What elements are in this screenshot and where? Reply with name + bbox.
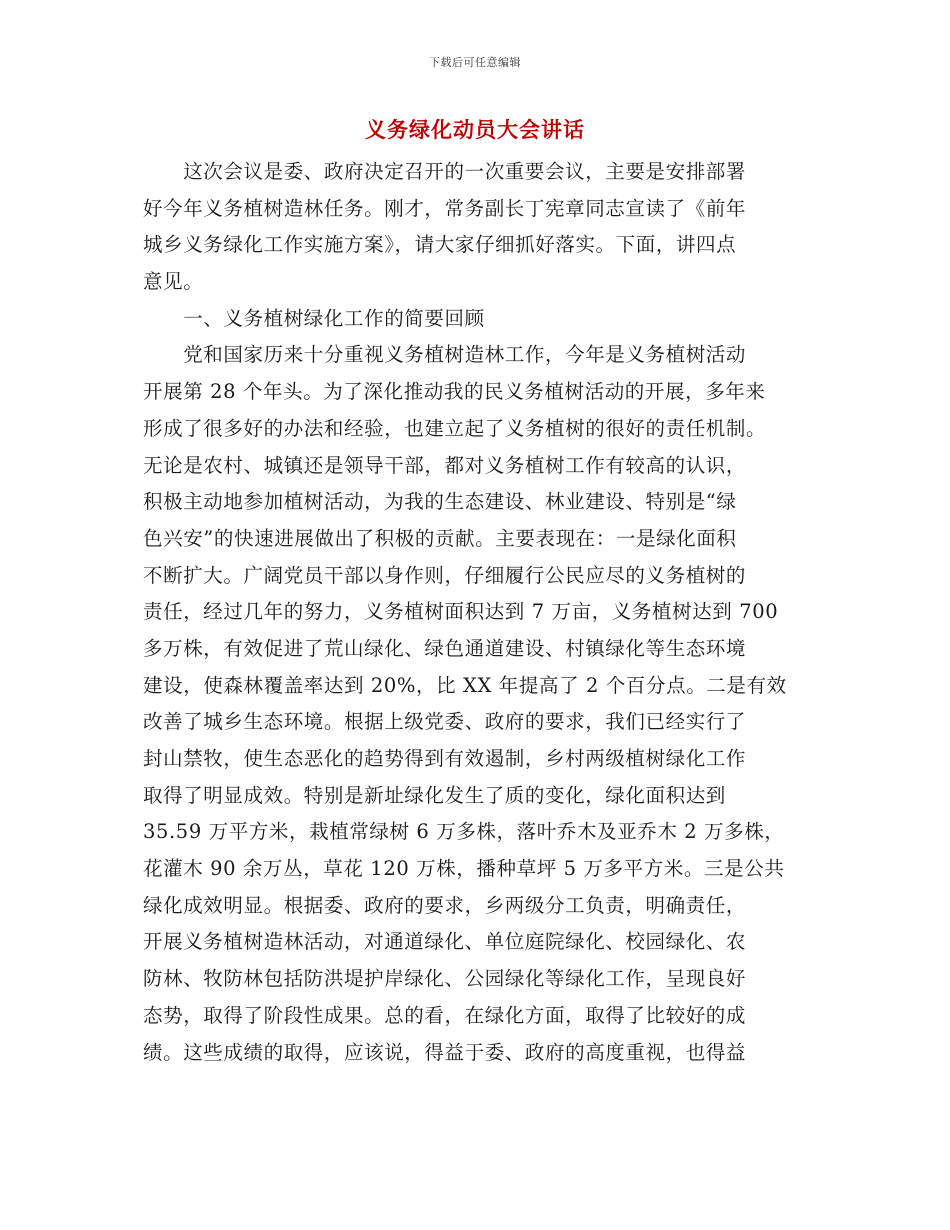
document-title: 义务绿化动员大会讲话 bbox=[365, 117, 585, 142]
body-line: 开展第 28 个年头。为了深化推动我的民义务植树活动的开展，多年来 bbox=[143, 380, 766, 404]
body-line: 好今年义务植树造林任务。刚才，常务副长丁宪章同志宣读了《前年 bbox=[143, 196, 747, 220]
body-line: 取得了明显成效。特别是新址绿化发生了质的变化，绿化面积达到 bbox=[143, 783, 726, 807]
body-line: 这次会议是委、政府决定召开的一次重要会议，主要是安排部署 bbox=[143, 160, 747, 183]
body-line: 防林、牧防林包括防洪堤护岸绿化、公园绿化等绿化工作，呈现良好 bbox=[143, 967, 747, 991]
body-line: 城乡义务绿化工作实施方案》，请大家仔细抓好落实。下面，讲四点 bbox=[143, 233, 737, 257]
body-line: 色兴安”的快速进展做出了积极的贡献。主要表现在：一是绿化面积 bbox=[143, 526, 737, 550]
body-line: 无论是农村、城镇还是领导干部，都对义务植树工作有较高的认识， bbox=[143, 453, 747, 477]
body-line: 封山禁牧，使生态恶化的趋势得到有效遏制，乡村两级植树绿化工作 bbox=[143, 747, 747, 770]
body-line: 花灌木 90 余万丛，草花 120 万株，播种草坪 5 万多平方米。三是公共 bbox=[143, 857, 785, 881]
body-line: 态势，取得了阶段性成果。总的看，在绿化方面，取得了比较好的成 bbox=[143, 1003, 747, 1027]
body-line: 建设，使森林覆盖率达到 20%，比 XX 年提高了 2 个百分点。二是有效 bbox=[143, 673, 787, 697]
body-line: 责任，经过几年的努力，义务植树面积达到 7 万亩，义务植树达到 700 bbox=[143, 600, 779, 624]
body-line: 绩。这些成绩的取得，应该说，得益于委、政府的高度重视，也得益 bbox=[143, 1040, 747, 1064]
page-header-note: 下载后可任意编辑 bbox=[429, 56, 521, 69]
body-line: 形成了很多好的办法和经验，也建立起了义务植树的很好的责任机制。 bbox=[143, 416, 767, 440]
body-line: 意见。 bbox=[143, 270, 204, 294]
body-line: 35.59 万平方米，栽植常绿树 6 万多株，落叶乔木及亚乔木 2 万多株， bbox=[143, 820, 785, 844]
body-line: 改善了城乡生态环境。根据上级党委、政府的要求，我们已经实行了 bbox=[143, 710, 747, 734]
body-line: 不断扩大。广阔党员干部以身作则，仔细履行公民应尽的义务植树的 bbox=[143, 563, 747, 587]
body-line: 积极主动地参加植树活动，为我的生态建设、林业建设、特别是“绿 bbox=[143, 490, 737, 514]
body-line: 绿化成效明显。根据委、政府的要求，乡两级分工负责，明确责任， bbox=[143, 893, 747, 917]
body-line: 多万株，有效促进了荒山绿化、绿色通道建设、村镇绿化等生态环境 bbox=[143, 636, 747, 660]
section-heading: 一、义务植树绿化工作的简要回顾 bbox=[143, 306, 485, 330]
body-line: 开展义务植树造林活动，对通道绿化、单位庭院绿化、校园绿化、农 bbox=[143, 930, 747, 954]
document-body bbox=[143, 154, 808, 1071]
body-line: 党和国家历来十分重视义务植树造林工作，今年是义务植树活动 bbox=[143, 343, 747, 367]
